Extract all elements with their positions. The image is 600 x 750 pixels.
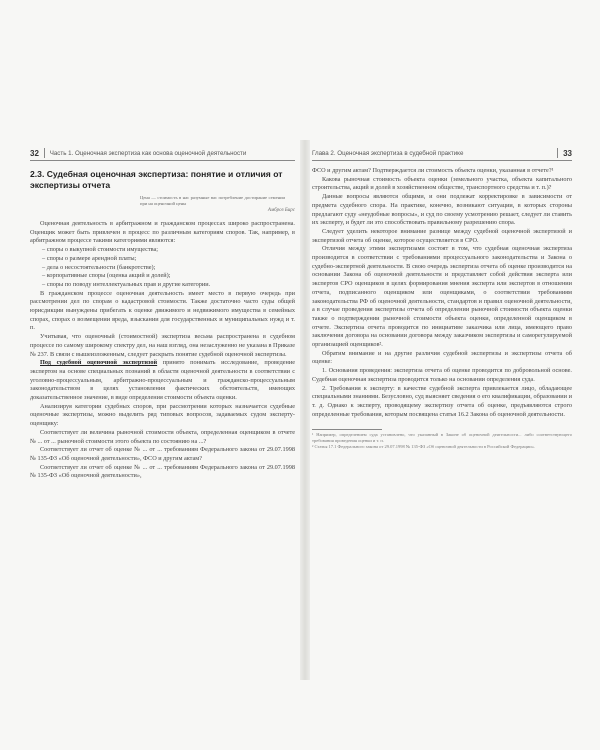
left-page-number: 32 (30, 148, 39, 158)
paragraph: Соответствует ли величина рыночной стоимости объекта, определенная оценщиком в отчете № ... от ... рыночной стоимости этого объекта по состоянию на ...? (30, 428, 295, 445)
paragraph: Какова рыночная стоимость объекта оценки (земельного участка, объекта капитального строительства, акций и долей в хозяйственном обществе, транспортного средства и т. п.)? (312, 175, 572, 192)
defined-term: Под судебной оценочной экспертизой (40, 359, 158, 367)
header-separator (44, 148, 45, 158)
paragraph: 1. Основания проведения: экспертиза отчета об оценке проводится по добровольной основе. Судебная оценочная экспертиза проводится только на основании определения суда. (312, 367, 572, 383)
list-item: – споры о выкупной стоимости имущества; (42, 246, 159, 254)
right-page (312, 148, 572, 668)
list-item: – дела о несостоятельности (банкротстве); (42, 263, 156, 271)
left-header-title: Часть 1. Оценочная экспертиза как основа оценочной деятельности (49, 149, 247, 157)
paragraph: Обратим внимание и на другие различия судебной экспертизы и экспертизы отчета об оценке: (312, 349, 572, 366)
list-item: – споры о размере арендной платы; (42, 254, 137, 262)
right-page-number: 33 (563, 148, 572, 158)
footnote: ¹ Например, определением суда установлено, что указанный в Законе об оценочной деятельности... либо соответствующего требования проведения оценки и т. п. (312, 432, 572, 444)
right-running-header (312, 148, 572, 161)
definition-paragraph (30, 359, 295, 403)
list-item: – споры по поводу интеллектуальных прав и другие категории. (42, 280, 211, 288)
book-spine (300, 140, 310, 680)
paragraph: Оценочная деятельность в арбитражном и гражданском процессах широко распространена. Оценщик может быть привлечен в процесс по различным категориям споров. Так, например, в арбитражном процессе такими категориями являются: (30, 220, 295, 245)
right-header-title: Глава 2. Оценочная экспертиза в судебной практике (312, 149, 464, 157)
footnote: ² Статья 17.1 Федерального закона от 29.07.1998 № 135-ФЗ «Об оценочной деятельности в Российской Федерации». (312, 444, 536, 450)
dispute-category-list (30, 246, 295, 290)
epigraph: Цена — стоимость в нас разумные вас потребление достирание семении при на оценочной цены (140, 195, 285, 206)
section-heading: 2.3. Судебная оценочная экспертиза: понятие и отличия от экспертизы отчета (30, 169, 283, 190)
header-separator (557, 148, 558, 158)
paragraph: Соответствует ли отчет об оценке № ... от ... требованиям Федерального закона от 29.07.1998 № 135-ФЗ «Об оценочной деятельности», (30, 463, 295, 480)
paragraph: Соответствует ли отчет об оценке № ... от ... требованиям Федерального закона от 29.07.1998 № 135-ФЗ «Об оценочной деятельности», ФСО и другим актам? (30, 446, 295, 462)
left-page (30, 148, 295, 668)
paragraph: ФСО и другим актам? Подтверждается ли стоимость объекта оценки, указанная в отчете?¹ (312, 167, 554, 174)
footnote-rule (312, 429, 382, 430)
paragraph: Учитывая, что оценочный (стоимостной) экспертиза весьма распространена в судебном процессе по самому широкому спектру дел, на наш взгляд, она незаслуженно не указана в Приказе № 237. В связи с вышеизложенным, следует раскрыть понятие судебной оценочной экспертизы. (30, 333, 295, 358)
paragraph: Следует уделить некоторое внимание разнице между судебной оценочной экспертизой и экспертизой отчета об оценке, которое осуществляется в СРО. (312, 227, 572, 244)
paragraph: Анализируя категории судебных споров, при рассмотрении которых назначается судебные оценочные экспертизы, можно выделить ряд типовых вопросов, задаваемых судом эксперту-оценщику: (30, 402, 295, 428)
paragraph: Отличия между этими экспертизами состоят в том, что судебная оценочная экспертиза производится в соответствии с требованиями процессуального законодательства и Закона о судебно-экспертной деятельности. В свою очередь экспертиза отчета об оценке производится на основании Закона об оценочной деятельности и представляет собой действия эксперта или экспертов СРО оценщиков в целях формирования мнения эксперта или экспертов в отношении отчета, подписанного оценщиком или оценщиками, о соответствии требованиям законодательства РФ об оценочной деятельности, стандартов и правил оценочной деятельности, а в случае проведения экспертизы отчета об определении рыночной стоимости объекта оценки также о подтверждении рыночной стоимости объекта оценки, определенной оценщиком в отчете. Экспертиза отчета проводится по инициативе заказчика или лица, имеющего право заключения договора на основании договора между заказчиком экспертизы и саморегулируемой организацией оценщиков². (312, 245, 572, 349)
paragraph: 2. Требования к эксперту: в качестве судебной эксперта привлекается лицо, обладающее специальными знаниями. Безусловно, суд выясняет сведения о его квалификации, образовании и т. д. Однако к эксперту, проводящему экспертизу отчета об оценке, предъявляются строго определенные требования, которым посвящена статья 16.2 Закона об оценочной деятельности. (312, 384, 572, 418)
paragraph: В гражданском процессе оценочная деятельность имеет место в первую очередь при рассмотрении дел по спорам о кадастровой стоимости. Также достаточно часто суды общей юрисдикции вынуждены прибегать к оценке движимого и недвижимого имущества в семейных спорах, спорах о возмещении вреда, взыскании для государственных и муниципальных нужд и т. п. (30, 289, 295, 332)
list-item: – корпоративные споры (оценка акций и долей); (42, 272, 171, 280)
epigraph-author: Амброз Бирс (267, 208, 295, 213)
paragraph: Данные вопросы являются общими, и они подлежат корректировке в зависимости от предмета судебного спора. На практике, конечно, возникают ситуации, в которых стороны предлагают суду «неудобные вопросы», и суд по своему усмотрению решает, следует ли ставить их эксперту, и будет ли это способствовать правильному разрешению спора. (312, 193, 572, 227)
definition-text: принято понимать исследование, проведение экспертом на основе специальных познаний в области оценочной деятельности в соответствии с уголовно-процессуальным, арбитражно-процессуальным и гражданско-процессуальным законодательством в целях установления фактических обстоятельств, имеющих доказательственное значение, в виде определения стоимости объекта оценки. (30, 359, 295, 402)
left-running-header (30, 148, 295, 161)
